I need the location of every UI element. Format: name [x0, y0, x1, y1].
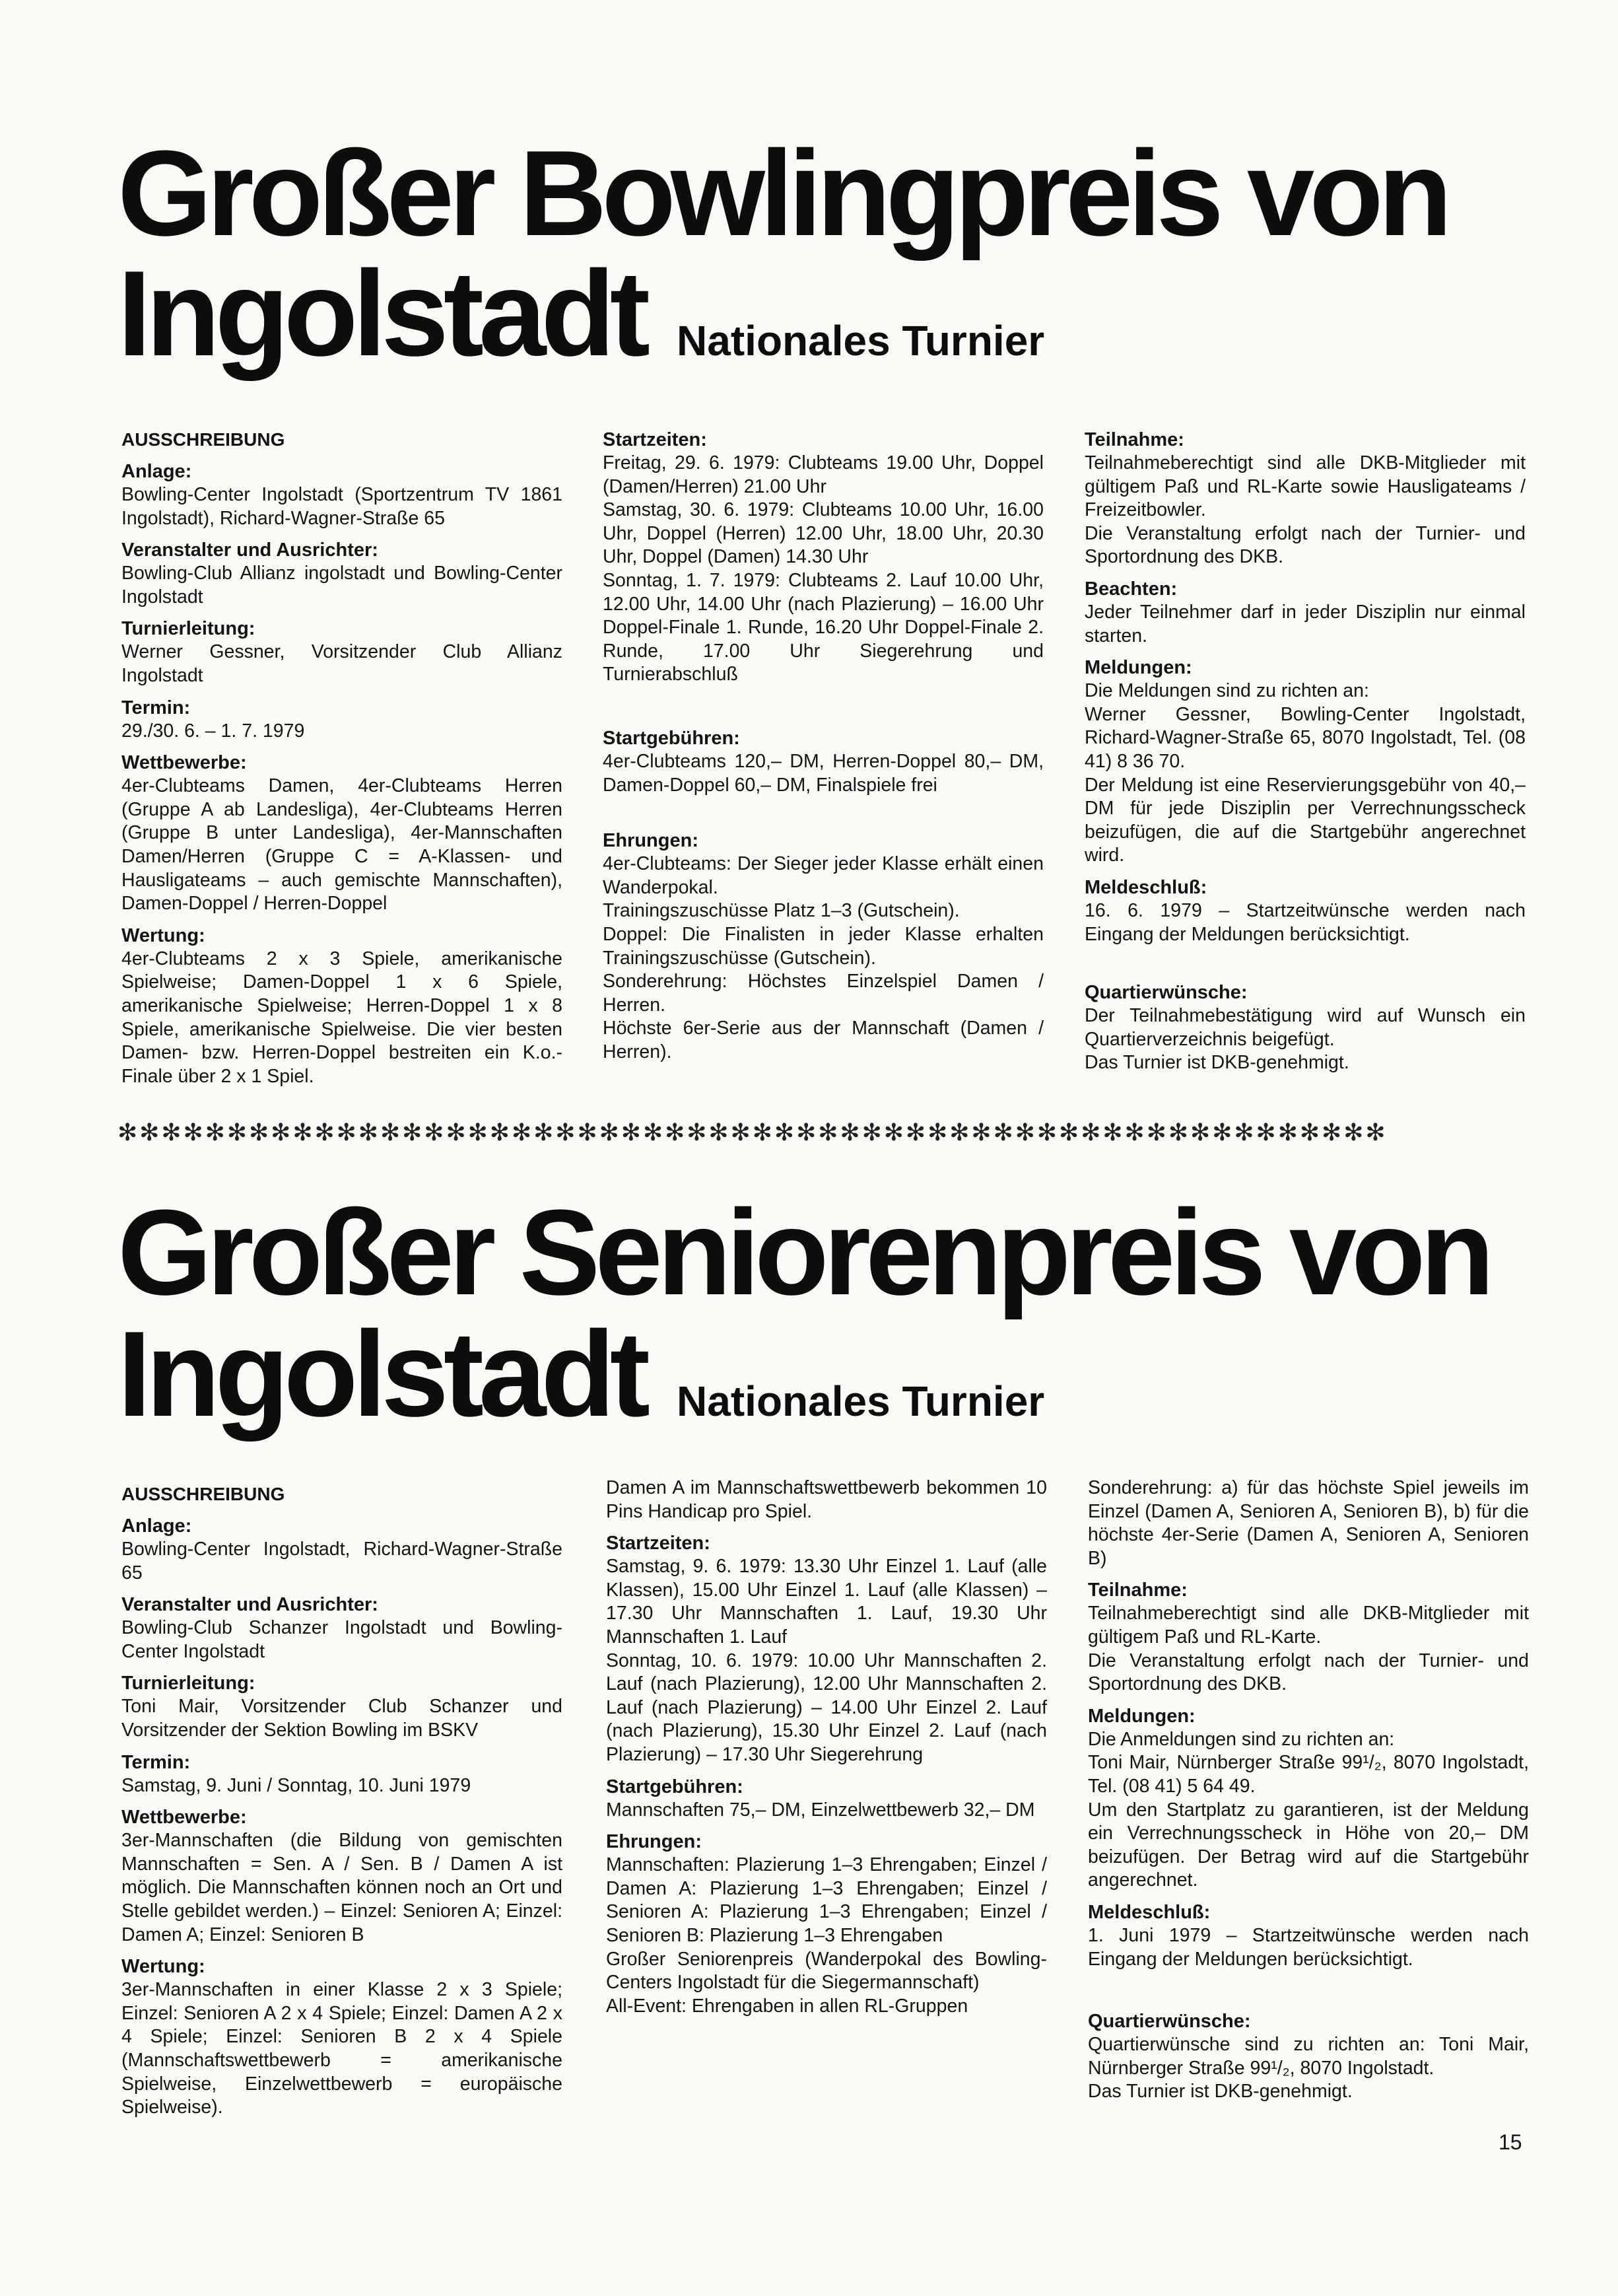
block-text: 4er-Clubteams 120,– DM, Herren-Doppel 80,– DM, Damen-Doppel 60,– DM, Finalspiele frei [603, 750, 1044, 796]
block-text: Samstag, 9. Juni / Sonntag, 10. Juni 1979 [121, 1774, 471, 1796]
block-text: Teilnahmeberechtigt sind alle DKB-Mitglieder mit gültigem Paß und RL-Karte sowie Hausligateams / Freizeitbowler. [1085, 452, 1526, 521]
block-heading: Quartierwünsche: [1085, 982, 1248, 1004]
block-text: Damen A im Mannschaftswettbewerb bekommen 10 Pins Handicap pro Spiel. [606, 1477, 1047, 1522]
block-text: Sonntag, 10. 6. 1979: 10.00 Uhr Mannschaften 2. Lauf (nach Plazierung), 12.00 Uhr Mannschaften 2. Lauf (nach Plazierung) – 14.00 Uhr Einzel 2. Lauf (nach Plazierung), 15.30 Uhr Einzel 2. Lauf (nach Plazierung) – 17.30 Uhr Siegerehrung [606, 1650, 1047, 1765]
block-heading: AUSSCHREIBUNG [121, 429, 285, 450]
block-text: Höchste 6er-Serie aus der Mannschaft (Damen / Herren). [603, 1018, 1044, 1062]
section1-column-3 [1085, 428, 1526, 1083]
block-heading: Anlage: [121, 461, 192, 482]
block-text: Großer Seniorenpreis (Wanderpokal des Bowling-Centers Ingolstadt für die Siegermannschaft) [606, 1948, 1047, 1994]
info-block [606, 1531, 1047, 1766]
block-text: Sonderehrung: a) für das höchste Spiel jeweils im Einzel (Damen A, Senioren A, Senioren B), b) für die höchste 4er-Serie (Damen A, Senioren A, Senioren B) [1088, 1477, 1529, 1569]
info-block [603, 428, 1044, 687]
block-heading: Meldeschluß: [1085, 876, 1207, 898]
block-text: Die Anmeldungen sind zu richten an: [1088, 1728, 1395, 1750]
info-block [1085, 876, 1526, 946]
info-block [1085, 981, 1526, 1075]
block-heading: Veranstalter und Ausrichter: [121, 1594, 378, 1616]
info-block [121, 696, 562, 744]
block-text: Die Veranstaltung erfolgt nach der Turnier- und Sportordnung des DKB. [1085, 522, 1526, 568]
block-text: All-Event: Ehrengaben in allen RL-Gruppen [606, 1995, 968, 2017]
block-text: Toni Mair, Nürnberger Straße 99¹/₂, 8070 Ingolstadt, Tel. (08 41) 5 64 49. [1088, 1752, 1529, 1797]
info-block [1085, 656, 1526, 868]
block-heading: AUSSCHREIBUNG [121, 1484, 285, 1504]
block-heading: Startzeiten: [603, 429, 707, 450]
block-text: Um den Startplatz zu garantieren, ist der Meldung ein Verrechnungsscheck in Höhe von 20,– DM beizufügen. Der Betrag wird auf die Startgebühr angerechnet. [1088, 1799, 1529, 1891]
info-block [1088, 2009, 1529, 2104]
block-heading: Anlage: [121, 1515, 192, 1537]
block-text: 29./30. 6. – 1. 7. 1979 [121, 720, 305, 742]
section2-title-line2 [118, 1305, 1045, 1442]
info-block [1088, 1704, 1529, 1893]
info-block [606, 1477, 1047, 1523]
section2-title-city: Ingolstadt [118, 1305, 646, 1442]
block-text: Mannschaften: Plazierung 1–3 Ehrengaben; Einzel / Damen A: Plazierung 1–3 Ehrengaben; Einzel / Senioren A: Plazierung 1–3 Ehrengaben; Einzel / Senioren B: Plazierung 1–3 Ehrengaben [606, 1854, 1047, 1946]
section1-title-line1: Großer Bowlingpreis von [118, 125, 1448, 261]
info-block [121, 1482, 562, 1506]
block-text: Jeder Teilnehmer darf in jeder Disziplin nur einmal starten. [1085, 601, 1526, 646]
info-block [603, 829, 1044, 1064]
block-text: Bowling-Club Allianz ingolstadt und Bowling-Center Ingolstadt [121, 563, 562, 608]
block-text: 1. Juni 1979 – Startzeitwünsche werden nach Eingang der Meldungen berücksichtigt. [1088, 1924, 1529, 1970]
block-text: Doppel: Die Finalisten in jeder Klasse erhalten Trainingszuschüsse (Gutschein). [603, 923, 1044, 969]
section1-column-1 [121, 428, 562, 1096]
block-text: Samstag, 9. 6. 1979: 13.30 Uhr Einzel 1. Lauf (alle Klassen), 15.00 Uhr Einzel 1. Lauf (alle Klassen) – 17.30 Uhr Mannschaften 1. Lauf, 19.30 Uhr Mannschaften 1. Lauf [606, 1556, 1047, 1648]
section2-subtitle: Nationales Turnier [677, 1377, 1045, 1425]
block-heading: Wettbewerbe: [121, 752, 247, 774]
info-block [121, 617, 562, 687]
block-heading: Meldungen: [1085, 657, 1192, 679]
block-text: Teilnahmeberechtigt sind alle DKB-Mitglieder mit gültigem Paß und RL-Karte. [1088, 1603, 1529, 1648]
info-block [121, 1593, 562, 1663]
info-block [121, 751, 562, 916]
section1-title-line2 [118, 245, 1045, 381]
block-text: 4er-Clubteams Damen, 4er-Clubteams Herren (Gruppe A ab Landesliga), 4er-Clubteams Herren (Gruppe B unter Landesliga), 4er-Mannschaften Damen/Herren (Gruppe C = A-Klassen- und Hausligateams – auch gemischte Mannschaften), Damen-Doppel / Herren-Doppel [121, 775, 562, 915]
section2-column-1 [121, 1482, 562, 2128]
block-text: 3er-Mannschaften (die Bildung von gemischten Mannschaften = Sen. A / Sen. B / Damen A ist möglich. Die Mannschaften können noch an Ort und Stelle gebildet werden.) – Einzel: Senioren A; Einzel: Damen A; Einzel: Senioren B [121, 1830, 562, 1945]
info-block [121, 460, 562, 530]
block-heading: Wertung: [121, 1956, 205, 1978]
block-text: Bowling-Center Ingolstadt, Richard-Wagner-Straße 65 [121, 1539, 562, 1583]
block-text: Die Meldungen sind zu richten an: [1085, 680, 1369, 702]
section2-column-2 [606, 1477, 1047, 2026]
block-heading: Termin: [121, 1751, 191, 1773]
block-heading: Wettbewerbe: [121, 1807, 247, 1828]
info-block [606, 1830, 1047, 2018]
block-heading: Teilnahme: [1085, 429, 1184, 450]
section2-title-line1: Großer Seniorenpreis von [118, 1184, 1489, 1320]
block-text: Bowling-Center Ingolstadt (Sportzentrum TV 1861 Ingolstadt), Richard-Wagner-Straße 65 [121, 484, 562, 529]
block-text: 3er-Mannschaften in einer Klasse 2 x 3 Spiele; Einzel: Senioren A 2 x 4 Spiele; Einzel: Damen A 2 x 4 Spiele; Einzel: Senioren B 2 x 4 Spiele (Mannschaftswettbewerb = amerikanische Spielweise, Einzelwettbewerb = europäische Spielweise). [121, 1979, 562, 2118]
block-text: Werner Gessner, Bowling-Center Ingolstadt, Richard-Wagner-Straße 65, 8070 Ingolstadt, Tel. (08 41) 8 36 70. [1085, 703, 1526, 772]
block-heading: Turnierleitung: [121, 1673, 255, 1694]
info-block [121, 538, 562, 609]
block-text: Quartierwünsche sind zu richten an: Toni Mair, Nürnberger Straße 99¹/₂, 8070 Ingolstadt. [1088, 2034, 1529, 2079]
block-text: Die Veranstaltung erfolgt nach der Turnier- und Sportordnung des DKB. [1088, 1650, 1529, 1695]
info-block [121, 1751, 562, 1798]
block-text: Der Teilnahmebestätigung wird auf Wunsch ein Quartierverzeichnis beigefügt. [1085, 1005, 1526, 1050]
block-heading: Teilnahme: [1088, 1580, 1188, 1601]
info-block [121, 1514, 562, 1585]
block-text: Toni Mair, Vorsitzender Club Schanzer und Vorsitzender der Sektion Bowling im BSKV [121, 1696, 562, 1741]
block-text: 4er-Clubteams: Der Sieger jeder Klasse erhält einen Wanderpokal. [603, 853, 1044, 898]
block-heading: Ehrungen: [603, 830, 698, 852]
section1-column-2 [603, 428, 1044, 1072]
block-heading: Turnierleitung: [121, 618, 255, 640]
block-text: Bowling-Club Schanzer Ingolstadt und Bowling-Center Ingolstadt [121, 1617, 562, 1662]
block-text: Werner Gessner, Vorsitzender Club Allianz Ingolstadt [121, 641, 562, 686]
block-text: 4er-Clubteams 2 x 3 Spiele, amerikanische Spielweise; Damen-Doppel 1 x 6 Spiele, amerikanische Spielweise; Herren-Doppel 1 x 8 Spiele, amerikanische Spielweise. Die vier besten Damen- bzw. Herren-Doppel bestreiten ein K.o.-Finale über 2 x 1 Spiel. [121, 948, 562, 1087]
info-block [1085, 428, 1526, 569]
block-heading: Veranstalter und Ausrichter: [121, 539, 378, 561]
block-text: Sonntag, 1. 7. 1979: Clubteams 2. Lauf 10.00 Uhr, 12.00 Uhr, 14.00 Uhr (nach Plazierung) – 16.00 Uhr Doppel-Finale 1. Runde, 16.20 Uhr Doppel-Finale 2. Runde, 17.00 Uhr Siegerehrung und Turnierabschluß [603, 569, 1044, 685]
block-heading: Startgebühren: [606, 1776, 743, 1797]
block-text: Samstag, 30. 6. 1979: Clubteams 10.00 Uhr, 16.00 Uhr, Doppel (Herren) 12.00 Uhr, 18.00 Uhr, 20.30 Uhr, Doppel (Damen) 14.30 Uhr [603, 499, 1044, 568]
block-text: Trainingszuschüsse Platz 1–3 (Gutschein). [603, 900, 960, 922]
info-block [1085, 577, 1526, 648]
info-block [606, 1775, 1047, 1823]
info-block [121, 1671, 562, 1742]
info-block [1088, 1578, 1529, 1696]
block-text: 16. 6. 1979 – Startzeitwünsche werden nach Eingang der Meldungen berücksichtigt. [1085, 899, 1526, 945]
block-text: Das Turnier ist DKB-genehmigt. [1088, 2081, 1353, 2103]
info-block [121, 428, 562, 452]
block-heading: Beachten: [1085, 578, 1178, 600]
section2-column-3 [1088, 1477, 1529, 2112]
block-heading: Startgebühren: [603, 727, 740, 749]
section1-title-city: Ingolstadt [118, 245, 646, 381]
block-heading: Wertung: [121, 924, 205, 946]
info-block [121, 1805, 562, 1947]
block-heading: Termin: [121, 697, 191, 718]
block-text: Sonderehrung: Höchstes Einzelspiel Damen / Herren. [603, 971, 1044, 1016]
block-heading: Quartierwünsche: [1088, 2011, 1251, 2033]
star-divider: ✻✻✻✻✻✻✻✻✻✻✻✻✻✻✻✻✻✻✻✻✻✻✻✻✻✻✻✻✻✻✻✻✻✻✻✻✻✻✻✻✻✻✻✻✻✻✻✻✻✻✻✻✻✻✻✻✻✻ [118, 1119, 1388, 1146]
info-block [1088, 1477, 1529, 1570]
info-block [121, 924, 562, 1089]
block-text: Der Meldung ist eine Reservierungsgebühr von 40,– DM für jede Disziplin per Verrechnungsscheck beizufügen, die auf die Startgebühr angerechnet wird. [1085, 774, 1526, 866]
info-block [1088, 1900, 1529, 1971]
block-heading: Meldeschluß: [1088, 1901, 1211, 1923]
info-block [603, 726, 1044, 797]
block-heading: Startzeiten: [606, 1533, 710, 1554]
block-heading: Ehrungen: [606, 1831, 702, 1853]
block-heading: Meldungen: [1088, 1705, 1196, 1727]
block-text: Das Turnier ist DKB-genehmigt. [1085, 1052, 1349, 1074]
block-text: Freitag, 29. 6. 1979: Clubteams 19.00 Uhr, Doppel (Damen/Herren) 21.00 Uhr [603, 452, 1044, 497]
block-text: Mannschaften 75,– DM, Einzelwettbewerb 32,– DM [606, 1799, 1035, 1821]
info-block [121, 1955, 562, 2120]
page-number: 15 [1499, 2130, 1522, 2154]
section1-subtitle: Nationales Turnier [677, 317, 1045, 365]
